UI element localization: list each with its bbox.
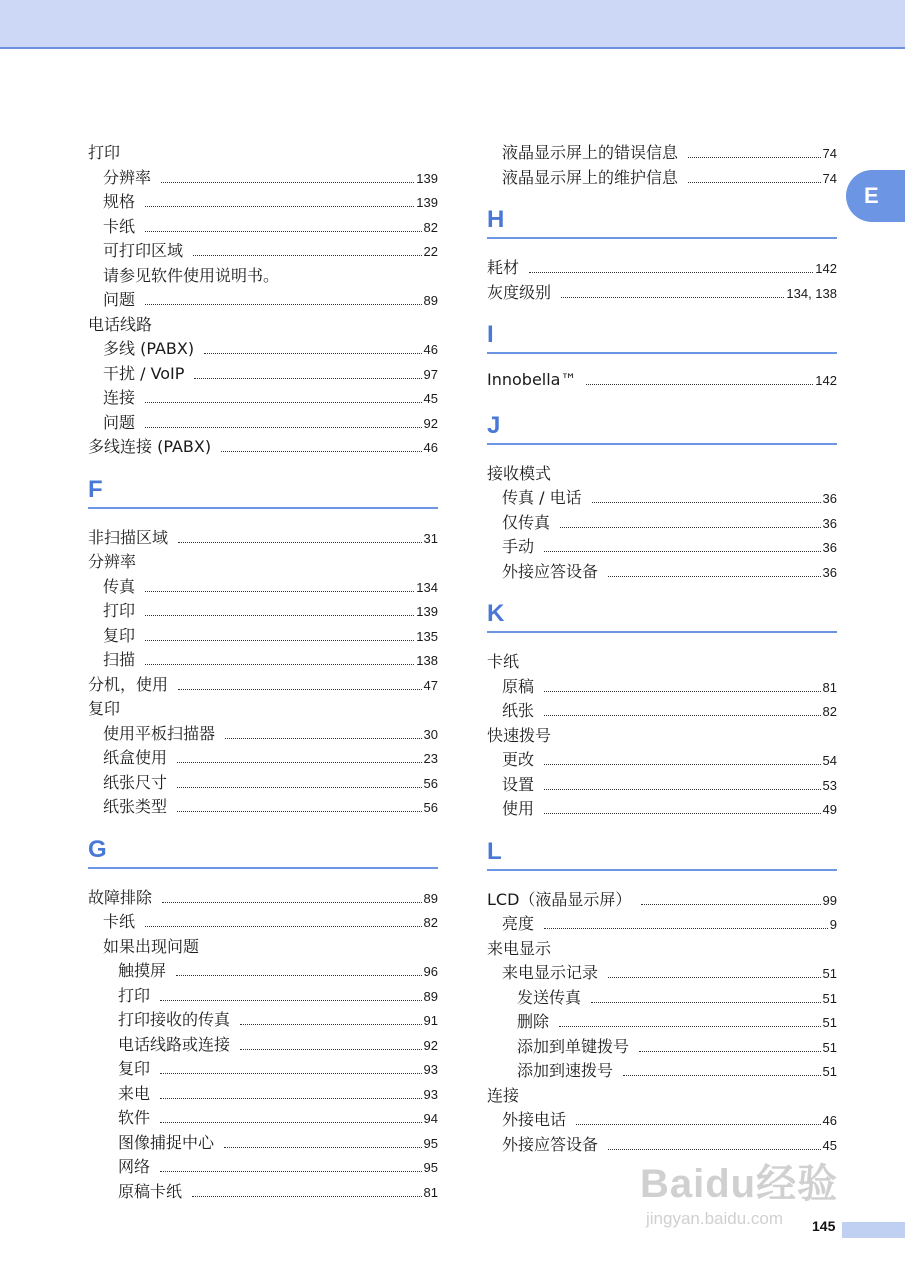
index-entry-page[interactable]: 51	[822, 1015, 837, 1030]
index-entry-page[interactable]: 53	[822, 777, 837, 793]
index-entry-page[interactable]: 36	[822, 540, 837, 555]
index-entry-label: 电话线路	[88, 314, 153, 334]
index-entry-page[interactable]: 97	[423, 366, 438, 382]
dot-leader	[544, 924, 828, 929]
index-entry-page[interactable]: 82	[822, 704, 837, 719]
index-entry-page[interactable]: 135	[416, 628, 438, 644]
index-entry	[88, 549, 438, 574]
dot-leader	[145, 587, 414, 592]
index-entry-page[interactable]: 56	[423, 775, 438, 791]
index-entry	[88, 934, 438, 959]
index-entry	[88, 140, 438, 165]
section-heading-h: H	[487, 203, 837, 239]
index-column-right	[487, 140, 837, 1156]
index-entry-page[interactable]: 94	[423, 1111, 438, 1126]
index-entry-label: 请参见软件使用说明书。	[103, 265, 280, 285]
index-entry-page[interactable]: 134, 138	[786, 285, 837, 301]
index-entry-page[interactable]: 9	[829, 917, 837, 932]
index-entry-label: 接收模式	[487, 463, 552, 483]
index-entry[interactable]	[487, 485, 837, 510]
index-entry	[88, 263, 438, 288]
index-entry-label: 外接应答设备	[502, 561, 599, 581]
index-entry-label: 复印	[118, 1059, 151, 1078]
index-entry-page[interactable]: 36	[822, 491, 837, 506]
index-entry-page[interactable]: 96	[423, 964, 438, 979]
index-entry-label: 电话线路或连接	[118, 1034, 231, 1054]
section-heading-l: L	[487, 835, 837, 871]
index-entry-label: 打印	[118, 985, 151, 1005]
index-entry-label: 卡纸	[487, 652, 520, 671]
index-entry[interactable]	[487, 510, 837, 535]
index-entry-page[interactable]: 23	[423, 751, 438, 766]
index-entry-label: LCD（液晶显示屏）	[487, 889, 632, 909]
dot-leader	[145, 636, 414, 641]
index-entry-label: 复印	[88, 699, 121, 718]
dot-leader	[192, 1192, 422, 1197]
index-entry[interactable]	[88, 287, 438, 312]
dot-leader	[177, 783, 422, 788]
index-entry	[487, 461, 837, 486]
index-entry-label: 发送传真	[517, 987, 582, 1007]
index-entry[interactable]	[487, 559, 837, 584]
index-entry-label: 纸张	[502, 701, 535, 720]
index-entry[interactable]	[487, 370, 837, 395]
index-entry-label: 触摸屏	[118, 961, 167, 980]
index-entry[interactable]	[487, 534, 837, 559]
index-entry[interactable]	[88, 1179, 438, 1204]
dot-leader	[529, 268, 813, 273]
index-entry[interactable]	[88, 721, 438, 746]
index-entry[interactable]	[88, 165, 438, 190]
index-entry-label: 卡纸	[103, 216, 136, 236]
index-entry[interactable]	[487, 887, 837, 912]
watermark	[640, 1160, 855, 1250]
index-entry-page[interactable]: 36	[822, 515, 837, 531]
index-entry-page[interactable]: 93	[423, 1062, 438, 1077]
index-entry[interactable]	[487, 1034, 837, 1059]
dot-leader	[145, 300, 422, 305]
index-entry[interactable]	[487, 255, 837, 280]
dot-leader	[162, 898, 422, 903]
dot-leader	[544, 809, 821, 814]
index-entry-label: 干扰 / VoIP	[103, 363, 185, 383]
index-entry-label: 可打印区域	[103, 241, 184, 260]
index-entry[interactable]	[88, 958, 438, 983]
index-entry[interactable]	[88, 1105, 438, 1130]
index-entry-page[interactable]: 92	[423, 415, 438, 431]
index-entry[interactable]	[88, 770, 438, 795]
index-entry[interactable]	[487, 1009, 837, 1034]
index-entry-label: 原稿卡纸	[118, 1181, 183, 1201]
index-entry-page[interactable]: 74	[822, 146, 837, 161]
index-entry-page[interactable]: 47	[423, 677, 438, 693]
index-entry[interactable]	[88, 214, 438, 239]
index-entry-page[interactable]: 31	[423, 530, 438, 546]
index-entry-page[interactable]: 138	[416, 653, 438, 668]
index-entry[interactable]	[88, 361, 438, 386]
section-tab-e[interactable]: E	[846, 170, 905, 222]
index-entry-page[interactable]: 99	[822, 892, 837, 908]
index-entry[interactable]	[487, 1107, 837, 1132]
index-entry[interactable]	[487, 960, 837, 985]
index-entry[interactable]	[88, 574, 438, 599]
index-entry-label: 传真 / 电话	[502, 488, 582, 507]
index-entry	[487, 1083, 837, 1108]
dot-leader	[225, 734, 422, 739]
dot-leader	[544, 547, 821, 552]
index-entry[interactable]	[88, 434, 438, 459]
index-entry-label: 液晶显示屏上的错误信息	[502, 143, 679, 162]
index-entry-page[interactable]: 142	[815, 373, 837, 388]
index-entry-label: 连接	[487, 1085, 520, 1105]
dot-leader	[145, 660, 414, 665]
index-entry[interactable]	[487, 747, 837, 772]
index-entry[interactable]	[88, 1032, 438, 1057]
watermark-logo: Baidu经验	[640, 1162, 839, 1206]
index-entry-page[interactable]: 46	[423, 440, 438, 455]
index-entry[interactable]	[88, 525, 438, 550]
index-entry[interactable]	[487, 698, 837, 723]
dot-leader	[688, 178, 821, 183]
index-entry-page[interactable]: 93	[423, 1086, 438, 1102]
index-entry[interactable]	[88, 1056, 438, 1081]
dot-leader	[145, 398, 422, 403]
index-entry-page[interactable]: 95	[423, 1135, 438, 1151]
index-entry-label: 多线 (PABX)	[103, 339, 195, 358]
index-entry[interactable]	[88, 1007, 438, 1032]
index-entry-label: 外接电话	[502, 1110, 567, 1129]
index-entry[interactable]	[88, 909, 438, 934]
index-entry[interactable]	[88, 410, 438, 435]
dot-leader	[560, 523, 821, 528]
index-entry-page[interactable]: 36	[822, 564, 837, 580]
index-entry-label: 使用	[502, 799, 535, 818]
index-entry[interactable]	[88, 189, 438, 214]
index-entry-label: 耗材	[487, 258, 520, 277]
index-entry-page[interactable]: 46	[822, 1113, 837, 1128]
index-entry[interactable]	[88, 385, 438, 410]
index-entry-label: 仅传真	[502, 512, 551, 532]
index-entry[interactable]	[487, 140, 837, 165]
dot-leader	[160, 1167, 422, 1172]
index-entry-page[interactable]: 45	[423, 391, 438, 406]
index-entry-label: 问题	[103, 412, 136, 432]
index-entry[interactable]	[88, 647, 438, 672]
dot-leader	[176, 971, 422, 976]
dot-leader	[178, 538, 422, 543]
index-entry-page[interactable]: 51	[822, 1039, 837, 1055]
index-entry-label: 卡纸	[103, 912, 136, 931]
dot-leader	[586, 380, 813, 385]
index-entry-page[interactable]: 89	[423, 293, 438, 308]
index-entry-label: 连接	[103, 388, 136, 407]
index-entry[interactable]	[487, 985, 837, 1010]
index-entry-page[interactable]: 139	[416, 195, 438, 210]
dot-leader	[160, 1118, 422, 1123]
index-entry-label: 灰度级别	[487, 282, 552, 302]
index-entry[interactable]	[487, 1058, 837, 1083]
index-entry[interactable]	[88, 885, 438, 910]
index-entry-label: 问题	[103, 290, 136, 309]
index-entry-label: 纸盒使用	[103, 748, 168, 767]
dot-leader	[193, 251, 422, 256]
index-entry-page[interactable]: 142	[815, 261, 837, 276]
index-entry-label: 分辨率	[88, 552, 137, 571]
dot-leader	[177, 758, 422, 763]
index-entry-page[interactable]: 46	[423, 342, 438, 357]
index-entry-label: 故障排除	[88, 887, 153, 907]
index-entry-label: 图像捕捉中心	[118, 1132, 215, 1152]
dot-leader	[608, 973, 821, 978]
index-entry[interactable]	[487, 165, 837, 190]
dot-leader	[145, 227, 422, 232]
index-entry[interactable]	[88, 672, 438, 697]
index-entry-page[interactable]: 139	[416, 170, 438, 186]
index-entry-page[interactable]: 54	[822, 753, 837, 768]
dot-leader	[688, 153, 821, 158]
index-entry-page[interactable]: 22	[423, 244, 438, 259]
index-entry-page[interactable]: 134	[416, 579, 438, 595]
index-entry-page[interactable]: 89	[423, 988, 438, 1004]
index-entry-label: 打印	[103, 601, 136, 620]
index-entry-page[interactable]: 95	[423, 1160, 438, 1175]
dot-leader	[641, 900, 820, 905]
index-entry-page[interactable]: 30	[423, 726, 438, 742]
index-entry[interactable]	[88, 794, 438, 819]
dot-leader	[591, 998, 821, 1003]
dot-leader	[544, 687, 821, 692]
index-entry-page[interactable]: 82	[423, 219, 438, 235]
index-entry[interactable]	[487, 280, 837, 305]
index-entry-label: 软件	[118, 1108, 151, 1127]
section-heading-f: F	[88, 473, 438, 509]
index-entry-label: 传真	[103, 576, 136, 596]
dot-leader	[559, 1022, 821, 1027]
index-entry-page[interactable]: 56	[423, 800, 438, 815]
footer-bar	[842, 1222, 905, 1238]
dot-leader	[608, 1145, 821, 1150]
index-entry-page[interactable]: 89	[423, 890, 438, 906]
index-entry-label: 添加到单键拨号	[517, 1036, 630, 1056]
index-entry-label: 网络	[118, 1157, 151, 1176]
index-entry-label: 液晶显示屏上的维护信息	[502, 167, 679, 187]
index-entry[interactable]	[88, 1081, 438, 1106]
index-entry-label: 规格	[103, 192, 136, 211]
index-entry[interactable]	[487, 796, 837, 821]
index-entry-page[interactable]: 74	[822, 170, 837, 186]
index-entry[interactable]	[487, 911, 837, 936]
dot-leader	[592, 498, 821, 503]
index-entry	[88, 312, 438, 337]
index-entry	[487, 936, 837, 961]
index-entry-label: 多线连接 (PABX)	[88, 437, 212, 456]
index-entry-label: 打印	[88, 143, 121, 162]
dot-leader	[221, 447, 421, 452]
index-entry	[487, 723, 837, 748]
dot-leader	[194, 374, 421, 379]
index-entry-label: 添加到速拨号	[517, 1061, 614, 1080]
index-entry-page[interactable]: 139	[416, 604, 438, 619]
index-entry-label: 快速拨号	[487, 725, 552, 745]
index-entry[interactable]	[88, 336, 438, 361]
dot-leader	[561, 293, 784, 298]
index-entry-label: 设置	[502, 774, 535, 794]
index-entry-label: 扫描	[103, 650, 136, 669]
index-entry-label: 纸张尺寸	[103, 772, 168, 792]
dot-leader	[145, 202, 414, 207]
index-entry-label: 外接应答设备	[502, 1134, 599, 1154]
header-band	[0, 0, 905, 49]
index-entry-label: 来电显示记录	[502, 963, 599, 982]
index-entry-page[interactable]: 51	[822, 990, 837, 1006]
index-entry-label: 分辨率	[103, 167, 152, 187]
index-entry-page[interactable]: 82	[423, 915, 438, 930]
dot-leader	[160, 996, 422, 1001]
index-entry-label: 亮度	[502, 914, 535, 933]
dot-leader	[178, 685, 422, 690]
dot-leader	[544, 785, 821, 790]
index-entry-label: 如果出现问题	[103, 936, 200, 956]
dot-leader	[608, 572, 821, 577]
index-entry-label: 原稿	[502, 676, 535, 696]
index-entry-label: Innobella™	[487, 370, 577, 389]
dot-leader	[145, 423, 422, 428]
index-entry[interactable]	[88, 983, 438, 1008]
dot-leader	[544, 760, 821, 765]
dot-leader	[639, 1047, 821, 1052]
index-entry[interactable]	[88, 745, 438, 770]
dot-leader	[623, 1071, 821, 1076]
index-entry[interactable]	[487, 772, 837, 797]
index-entry-label: 来电	[118, 1083, 151, 1103]
index-entry-label: 打印接收的传真	[118, 1010, 231, 1029]
index-entry[interactable]	[88, 598, 438, 623]
dot-leader	[224, 1143, 422, 1148]
dot-leader	[145, 922, 422, 927]
index-entry-page[interactable]: 92	[423, 1037, 438, 1053]
index-entry-page[interactable]: 81	[423, 1184, 438, 1200]
index-entry-label: 非扫描区域	[88, 527, 169, 547]
index-entry-label: 更改	[502, 750, 535, 769]
index-entry-page[interactable]: 49	[822, 802, 837, 817]
index-entry[interactable]	[88, 1154, 438, 1179]
dot-leader	[161, 178, 414, 183]
dot-leader	[160, 1094, 422, 1099]
index-entry-label: 纸张类型	[103, 797, 168, 816]
index-entry-label: 删除	[517, 1012, 550, 1031]
watermark-site: jingyan.baidu.com	[646, 1209, 784, 1228]
dot-leader	[544, 711, 821, 716]
dot-leader	[240, 1045, 422, 1050]
index-entry-label: 复印	[103, 625, 136, 645]
index-column-left	[88, 140, 438, 1203]
dot-leader	[576, 1120, 821, 1125]
index-entry[interactable]	[487, 674, 837, 699]
index-entry-label: 分机，使用	[88, 674, 169, 694]
index-entry[interactable]	[88, 623, 438, 648]
index-entry[interactable]	[88, 238, 438, 263]
dot-leader	[240, 1020, 422, 1025]
section-heading-j: J	[487, 409, 837, 445]
index-entry-page[interactable]: 51	[822, 1064, 837, 1079]
section-heading-g: G	[88, 833, 438, 869]
index-entry-page[interactable]: 45	[822, 1137, 837, 1153]
dot-leader	[177, 807, 422, 812]
index-entry-page[interactable]: 51	[822, 966, 837, 981]
dot-leader	[145, 611, 414, 616]
index-entry-label: 来电显示	[487, 938, 552, 958]
section-heading-i: I	[487, 318, 837, 354]
index-entry-label: 使用平板扫描器	[103, 723, 216, 743]
index-entry-page[interactable]: 81	[822, 679, 837, 695]
index-entry[interactable]	[487, 1132, 837, 1157]
section-heading-k: K	[487, 597, 837, 633]
index-entry[interactable]	[88, 1130, 438, 1155]
page-number: 145	[812, 1218, 836, 1234]
index-entry	[487, 649, 837, 674]
index-entry-page[interactable]: 91	[423, 1013, 438, 1028]
index-entry	[88, 696, 438, 721]
dot-leader	[160, 1069, 422, 1074]
index-entry-label: 手动	[502, 537, 535, 556]
dot-leader	[204, 349, 421, 354]
